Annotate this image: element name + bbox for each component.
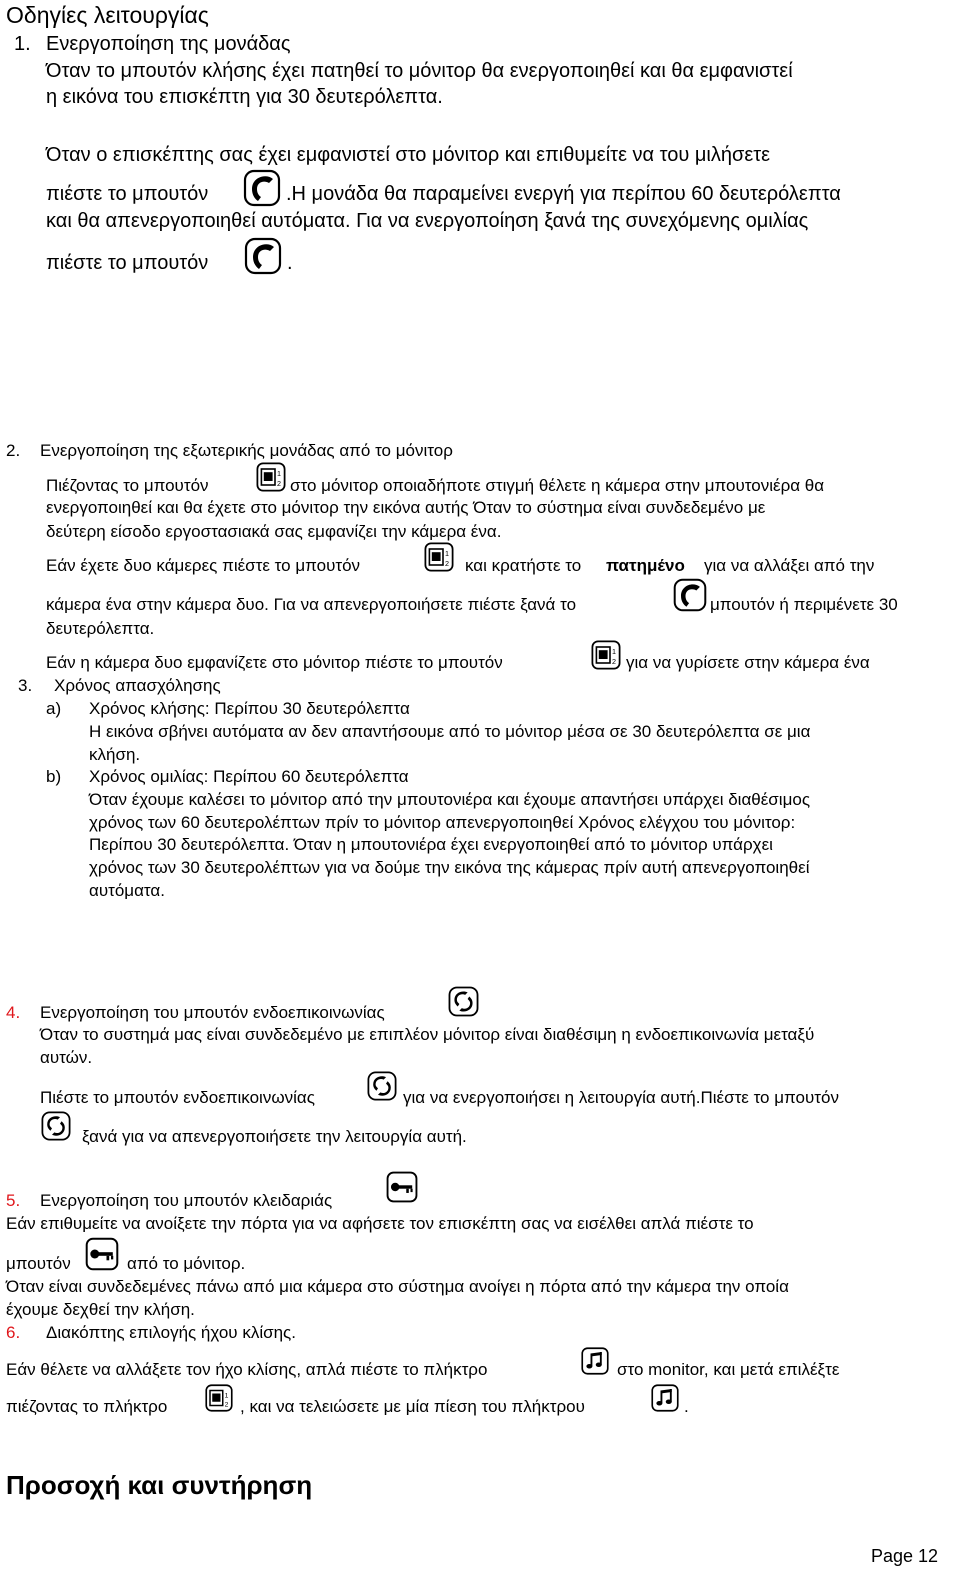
section-3-text: Περίπου 30 δευτερόλεπτα. Όταν η μπουτονιέρα έχει ενεργοποιηθεί από το μόνιτορ υπάρχει bbox=[89, 835, 773, 854]
section-2-text: ενεργοποιηθεί και θα έχετε στο μόνιτορ την εικόνα αυτής Όταν το σύστημα είναι συνδεδεμένο με bbox=[46, 498, 766, 517]
section-1-text: η εικόνα του επισκέπτη για 30 δευτερόλεπτα. bbox=[46, 86, 443, 108]
section-6-text: , και να τελειώσετε με μία πίεση του πλήκτρου bbox=[240, 1397, 585, 1416]
section-2-emphasis: πατημένο bbox=[606, 556, 685, 575]
section-6-text: . bbox=[684, 1397, 689, 1416]
section-2-text: μπουτόν ή περιμένετε 30 bbox=[710, 595, 898, 614]
section-4-text: Όταν το συστημά μας είναι συνδεδεμένο με επιπλέον μόνιτορ είναι διαθέσιμη η ενδοεπικοινωνία μεταξύ bbox=[40, 1025, 815, 1044]
section-5-text: έχουμε δεχθεί την κλήση. bbox=[6, 1300, 195, 1319]
section-2-text: στο μόνιτορ οποιαδήποτε στιγμή θέλετε η κάμερα στην μπουτονιέρα θα bbox=[290, 476, 825, 495]
section-2-text: για να γυρίσετε στην κάμερα ένα bbox=[626, 653, 870, 672]
section-5-text: Εάν επιθυμείτε να ανοίξετε την πόρτα για να αφήσετε τον επισκέπτη σας να εισέλθει απλά πιέστε το bbox=[6, 1214, 754, 1233]
section-3-number: 3. bbox=[18, 676, 33, 695]
section-1-heading: Ενεργοποίηση της μονάδας bbox=[46, 33, 291, 55]
section-5-heading: Ενεργοποίηση του μπουτόν κλειδαριάς bbox=[40, 1191, 333, 1210]
section-4-heading: Ενεργοποίηση του μπουτόν ενδοεπικοινωνίας bbox=[40, 1003, 385, 1022]
door-key-icon bbox=[385, 1170, 419, 1204]
section-4-text: για να ενεργοποιήσει η λειτουργία αυτή.Πιέστε το μπουτόν bbox=[403, 1088, 839, 1107]
phone-handset-icon bbox=[672, 577, 708, 613]
music-note-icon bbox=[650, 1383, 680, 1413]
page-number: Page 12 bbox=[871, 1546, 939, 1566]
section-2-text: και κρατήστε το bbox=[465, 556, 582, 575]
camera-select-icon bbox=[255, 461, 287, 493]
section-3-a-label: a) bbox=[46, 699, 62, 718]
section-3-text: χρόνος των 60 δευτερολέπτων πρίν το μόνιτορ απενεργοποιηθεί Χρόνος ελέγχου του μόνιτορ: bbox=[89, 813, 796, 832]
phone-handset-icon bbox=[243, 236, 283, 276]
camera-select-icon bbox=[204, 1383, 234, 1413]
section-6-number: 6. bbox=[6, 1323, 21, 1342]
section-1-text: πιέστε το μπουτόν bbox=[46, 183, 209, 205]
section-1-text: Όταν το μπουτόν κλήσης έχει πατηθεί το μόνιτορ θα ενεργοποιηθεί και θα εμφανιστεί bbox=[46, 60, 793, 82]
section-1-text: Όταν ο επισκέπτης σας έχει εμφανιστεί στο μόνιτορ και επιθυμείτε να του μιλήσετε bbox=[46, 144, 771, 166]
section-6-heading: Διακόπτης επιλογής ήχου κλίσης. bbox=[46, 1323, 296, 1342]
section-1-number: 1. bbox=[14, 33, 31, 55]
section-3-text: Όταν έχουμε καλέσει το μόνιτορ από την μπουτονιέρα και έχουμε απαντήσει υπάρχει διαθέσιμος bbox=[89, 790, 811, 809]
camera-select-icon bbox=[590, 639, 622, 671]
phone-handset-icon bbox=[242, 168, 282, 208]
section-3-text: χρόνος των 30 δευτερολέπτων για να δούμε την εικόνα της κάμερας πρίν αυτή απενεργοποιηθεί bbox=[89, 858, 810, 877]
section-3-a-title: Χρόνος κλήσης: Περίπου 30 δευτερόλεπτα bbox=[89, 699, 410, 718]
section-3-text: κλήση. bbox=[89, 745, 141, 764]
section-2-text: Εάν έχετε δυο κάμερες πιέστε το μπουτόν bbox=[46, 556, 361, 575]
section-6-text: Εάν θέλετε να αλλάξετε τον ήχο κλίσης, απλά πιέστε το πλήκτρο bbox=[6, 1360, 488, 1379]
intercom-icon bbox=[447, 985, 480, 1018]
section-3-heading: Χρόνος απασχόλησης bbox=[54, 676, 221, 695]
section-2-number: 2. bbox=[6, 441, 21, 460]
section-4-text: ξανά για να απενεργοποιήσετε την λειτουργία αυτή. bbox=[82, 1127, 467, 1146]
section-3-b-title: Χρόνος ομιλίας: Περίπου 60 δευτερόλεπτα bbox=[89, 767, 409, 786]
section-1-text: .Η μονάδα θα παραμείνει ενεργή για περίπου 60 δευτερόλεπτα bbox=[286, 183, 841, 205]
section-1-text: και θα απενεργοποιηθεί αυτόματα. Για να ενεργοποίηση ξανά της συνεχόμενης ομιλίας bbox=[46, 210, 809, 232]
section-2-heading: Ενεργοποίηση της εξωτερικής μονάδας από το μόνιτορ bbox=[40, 441, 453, 460]
section-3-text: αυτόματα. bbox=[89, 881, 165, 900]
section-1-text: πιέστε το μπουτόν bbox=[46, 252, 209, 274]
section-4-text: Πιέστε το μπουτόν ενδοεπικοινωνίας bbox=[40, 1088, 315, 1107]
section-3-b-label: b) bbox=[46, 767, 62, 786]
section-4-text: αυτών. bbox=[40, 1048, 93, 1067]
section-2-text: κάμερα ένα στην κάμερα δυο. Για να απενεργοποιήσετε πιέστε ξανά το bbox=[46, 595, 577, 614]
section-5-number: 5. bbox=[6, 1191, 21, 1210]
section-5-text: μπουτόν bbox=[6, 1254, 71, 1273]
section-2-text: για να αλλάξει από την bbox=[704, 556, 875, 575]
intercom-icon bbox=[366, 1070, 398, 1102]
section-5-text: από το μόνιτορ. bbox=[127, 1254, 246, 1273]
section-3-text: Η εικόνα σβήνει αυτόματα αν δεν απαντήσουμε από το μόνιτορ μέσα σε 30 δευτερόλεπτα σε μια bbox=[89, 722, 811, 741]
camera-select-icon bbox=[423, 541, 455, 573]
section-2-text: δευτερόλεπτα. bbox=[46, 619, 155, 638]
section-1-text: . bbox=[287, 252, 293, 274]
section-6-text: πιέζοντας το πλήκτρο bbox=[6, 1397, 168, 1416]
section-2-text: Πιέζοντας το μπουτόν bbox=[46, 476, 209, 495]
page-title: Οδηγίες λειτουργίας bbox=[6, 2, 209, 28]
section-5-text: Όταν είναι συνδεδεμένες πάνω από μια κάμερα στο σύστημα ανοίγει η πόρτα από την κάμερα την οποία bbox=[6, 1277, 789, 1296]
section-2-text: δεύτερη είσοδο εργοστασιακά σας εμφανίζει την κάμερα ένα. bbox=[46, 522, 502, 541]
door-key-icon bbox=[84, 1236, 120, 1272]
intercom-icon bbox=[40, 1110, 72, 1142]
section-6-text: στο monitor, και μετά επιλέξτε bbox=[617, 1360, 840, 1379]
care-heading: Προσοχή και συντήρηση bbox=[6, 1470, 313, 1500]
music-note-icon bbox=[580, 1346, 610, 1376]
section-4-number: 4. bbox=[6, 1003, 21, 1022]
section-2-text: Εάν η κάμερα δυο εμφανίζετε στο μόνιτορ πιέστε το μπουτόν bbox=[46, 653, 503, 672]
